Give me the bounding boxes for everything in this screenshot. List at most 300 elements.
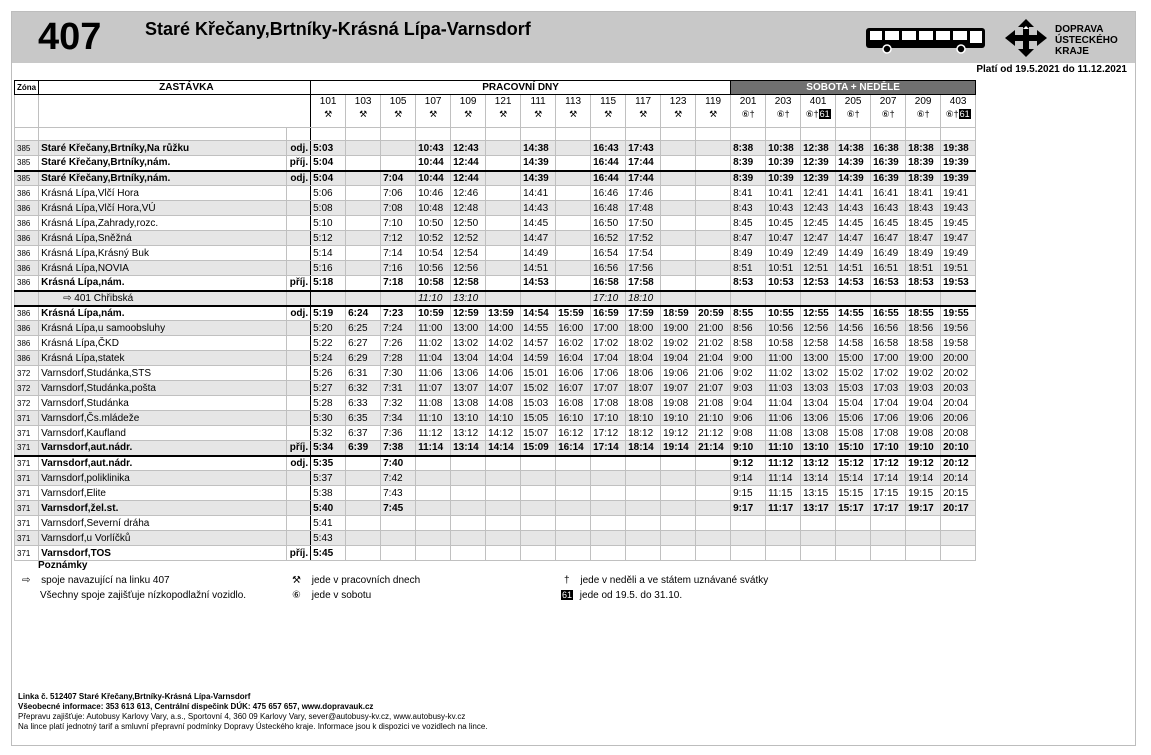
time-cell: 8:47 bbox=[731, 231, 766, 246]
time-cell: 19:14 bbox=[661, 441, 696, 456]
time-cell: 19:00 bbox=[906, 351, 941, 366]
time-cell: 17:58 bbox=[626, 276, 661, 291]
time-cell: 5:12 bbox=[311, 231, 346, 246]
stop-name: Varnsdorf,aut.nádr. bbox=[39, 441, 287, 456]
zone-cell: 371 bbox=[15, 426, 39, 441]
time-cell bbox=[941, 546, 976, 561]
time-cell: 13:10 bbox=[451, 411, 486, 426]
header-row-trips bbox=[15, 95, 976, 128]
hammers-icon: ⚒ bbox=[534, 109, 543, 119]
time-cell: 10:48 bbox=[416, 201, 451, 216]
time-cell bbox=[696, 171, 731, 186]
time-cell bbox=[451, 531, 486, 546]
connection-note-text: spoje navazující na linku 407 bbox=[41, 575, 170, 586]
zone-cell: 386 bbox=[15, 246, 39, 261]
time-cell: 7:43 bbox=[381, 486, 416, 501]
saturday-holiday-symbol: ⑥† bbox=[945, 109, 959, 119]
time-cell: 5:03 bbox=[311, 141, 346, 156]
trip-header bbox=[766, 95, 801, 128]
trip-number: 121 bbox=[494, 96, 512, 107]
time-cell: 13:12 bbox=[801, 456, 836, 471]
hammers-icon: ⚒ bbox=[709, 109, 718, 119]
time-cell: 17:48 bbox=[626, 201, 661, 216]
time-cell: 8:39 bbox=[731, 171, 766, 186]
time-cell bbox=[556, 531, 591, 546]
time-cell: 18:08 bbox=[626, 396, 661, 411]
time-cell: 14:39 bbox=[836, 156, 871, 171]
time-cell: 9:12 bbox=[731, 456, 766, 471]
time-cell: 5:38 bbox=[311, 486, 346, 501]
time-cell bbox=[556, 216, 591, 231]
stop-type: odj. bbox=[287, 171, 311, 186]
time-cell: 6:29 bbox=[346, 351, 381, 366]
stop-name: Krásná Lípa,ČKD bbox=[39, 336, 287, 351]
time-cell bbox=[346, 456, 381, 471]
time-cell bbox=[766, 291, 801, 306]
stop-type: příj. bbox=[287, 546, 311, 561]
time-cell: 14:43 bbox=[521, 201, 556, 216]
blank-cell bbox=[416, 128, 451, 141]
time-cell bbox=[346, 516, 381, 531]
time-cell bbox=[556, 456, 591, 471]
time-cell: 10:58 bbox=[416, 276, 451, 291]
time-cell bbox=[486, 276, 521, 291]
time-cell: 5:40 bbox=[311, 501, 346, 516]
stop-name: Varnsdorf,Elite bbox=[39, 486, 287, 501]
stop-type bbox=[287, 411, 311, 426]
time-cell: 21:08 bbox=[696, 396, 731, 411]
time-cell: 17:06 bbox=[871, 411, 906, 426]
time-cell: 12:47 bbox=[801, 231, 836, 246]
time-cell bbox=[591, 486, 626, 501]
stop-type bbox=[287, 516, 311, 531]
time-cell: 11:12 bbox=[766, 456, 801, 471]
time-cell: 14:49 bbox=[521, 246, 556, 261]
brand-line: ÚSTECKÉHO bbox=[1055, 35, 1118, 46]
blank-cell bbox=[39, 128, 287, 141]
time-cell: 6:31 bbox=[346, 366, 381, 381]
time-cell bbox=[626, 516, 661, 531]
time-cell bbox=[451, 456, 486, 471]
time-cell: 17:44 bbox=[626, 171, 661, 186]
time-cell: 15:04 bbox=[836, 396, 871, 411]
time-cell: 17:59 bbox=[626, 306, 661, 321]
time-cell: 19:58 bbox=[941, 336, 976, 351]
time-cell bbox=[451, 516, 486, 531]
blank-cell bbox=[381, 128, 416, 141]
saturday-holiday-icon bbox=[803, 108, 833, 120]
time-cell: 13:15 bbox=[801, 486, 836, 501]
zone-cell: 371 bbox=[15, 516, 39, 531]
time-cell: 19:10 bbox=[906, 441, 941, 456]
line-number: 407 bbox=[38, 16, 102, 58]
time-cell bbox=[941, 291, 976, 306]
time-cell: 16:43 bbox=[871, 201, 906, 216]
time-cell bbox=[381, 546, 416, 561]
stop-name: Krásná Lípa,Krásný Buk bbox=[39, 246, 287, 261]
table-row bbox=[15, 276, 976, 291]
stop-name: Krásná Lípa,Vlčí Hora,VÚ bbox=[39, 201, 287, 216]
time-cell: 19:06 bbox=[661, 366, 696, 381]
time-cell bbox=[416, 471, 451, 486]
time-cell: 7:28 bbox=[381, 351, 416, 366]
trip-header bbox=[486, 95, 521, 128]
time-cell: 9:00 bbox=[731, 351, 766, 366]
stop-type bbox=[287, 381, 311, 396]
time-cell: 16:56 bbox=[591, 261, 626, 276]
time-cell bbox=[626, 456, 661, 471]
time-cell: 15:02 bbox=[836, 366, 871, 381]
time-cell bbox=[346, 171, 381, 186]
time-cell: 13:59 bbox=[486, 306, 521, 321]
time-cell: 11:02 bbox=[766, 366, 801, 381]
stop-type bbox=[287, 261, 311, 276]
time-cell: 18:07 bbox=[626, 381, 661, 396]
time-cell: 5:34 bbox=[311, 441, 346, 456]
time-cell: 11:12 bbox=[416, 426, 451, 441]
table-row bbox=[15, 546, 976, 561]
time-cell: 7:30 bbox=[381, 366, 416, 381]
time-cell: 15:59 bbox=[556, 306, 591, 321]
time-cell: 7:26 bbox=[381, 336, 416, 351]
time-cell bbox=[556, 471, 591, 486]
time-cell bbox=[661, 456, 696, 471]
time-cell bbox=[556, 201, 591, 216]
time-cell: 5:04 bbox=[311, 171, 346, 186]
time-cell: 20:00 bbox=[941, 351, 976, 366]
time-cell: 12:43 bbox=[801, 201, 836, 216]
time-cell: 14:12 bbox=[486, 426, 521, 441]
cross-icon: † bbox=[564, 575, 570, 586]
time-cell: 7:32 bbox=[381, 396, 416, 411]
time-cell: 10:43 bbox=[766, 201, 801, 216]
time-cell: 18:43 bbox=[906, 201, 941, 216]
time-cell: 17:14 bbox=[871, 471, 906, 486]
time-cell: 7:40 bbox=[381, 456, 416, 471]
blank-cell bbox=[556, 128, 591, 141]
blank-cell bbox=[871, 128, 906, 141]
box-61-icon: 61 bbox=[819, 109, 830, 119]
time-cell: 14:49 bbox=[836, 246, 871, 261]
time-cell: 19:39 bbox=[941, 156, 976, 171]
time-cell: 14:02 bbox=[486, 336, 521, 351]
time-cell bbox=[346, 156, 381, 171]
time-cell: 8:58 bbox=[731, 336, 766, 351]
table-row bbox=[15, 141, 976, 156]
time-cell: 7:36 bbox=[381, 426, 416, 441]
time-cell: 18:55 bbox=[906, 306, 941, 321]
time-cell: 19:55 bbox=[941, 306, 976, 321]
box-61-icon: 61 bbox=[959, 109, 970, 119]
time-cell: 8:53 bbox=[731, 276, 766, 291]
time-cell: 18:12 bbox=[626, 426, 661, 441]
time-cell: 11:03 bbox=[766, 381, 801, 396]
time-cell: 18:58 bbox=[906, 336, 941, 351]
table-row bbox=[15, 471, 976, 486]
zone-cell: 386 bbox=[15, 351, 39, 366]
blank-cell bbox=[287, 128, 311, 141]
time-cell bbox=[906, 546, 941, 561]
time-cell bbox=[696, 156, 731, 171]
time-cell bbox=[661, 261, 696, 276]
time-cell: 9:14 bbox=[731, 471, 766, 486]
saturday-holiday-icon bbox=[838, 108, 868, 120]
time-cell: 20:08 bbox=[941, 426, 976, 441]
time-cell bbox=[696, 246, 731, 261]
time-cell: 19:15 bbox=[906, 486, 941, 501]
crossroads-logo-icon bbox=[1003, 18, 1049, 58]
time-cell: 12:49 bbox=[801, 246, 836, 261]
stop-name: Staré Křečany,Brtníky,Na růžku bbox=[39, 141, 287, 156]
time-cell: 14:53 bbox=[521, 276, 556, 291]
stop-header: ZASTÁVKA bbox=[39, 81, 311, 95]
blank-cell bbox=[486, 128, 521, 141]
trip-number: 205 bbox=[844, 96, 862, 107]
time-cell: 5:45 bbox=[311, 546, 346, 561]
trip-number: 209 bbox=[914, 96, 932, 107]
stop-name: ⇨ 401 Chřibská bbox=[39, 291, 287, 306]
time-cell: 14:39 bbox=[521, 171, 556, 186]
time-cell: 10:55 bbox=[766, 306, 801, 321]
time-cell: 11:07 bbox=[416, 381, 451, 396]
stop-type bbox=[287, 186, 311, 201]
time-cell: 16:48 bbox=[591, 201, 626, 216]
stop-type bbox=[287, 366, 311, 381]
time-cell bbox=[696, 201, 731, 216]
zone-cell: 386 bbox=[15, 321, 39, 336]
time-cell: 6:32 bbox=[346, 381, 381, 396]
time-cell bbox=[626, 546, 661, 561]
time-cell: 10:49 bbox=[766, 246, 801, 261]
hammers-icon: ⚒ bbox=[639, 109, 648, 119]
time-cell bbox=[346, 471, 381, 486]
time-cell: 13:07 bbox=[451, 381, 486, 396]
time-cell: 10:38 bbox=[766, 141, 801, 156]
trip-header bbox=[941, 95, 976, 128]
time-cell bbox=[626, 501, 661, 516]
time-cell: 17:07 bbox=[591, 381, 626, 396]
stop-type bbox=[287, 321, 311, 336]
time-cell: 14:10 bbox=[486, 411, 521, 426]
blank-cell bbox=[451, 128, 486, 141]
time-cell: 16:55 bbox=[871, 306, 906, 321]
time-cell: 17:17 bbox=[871, 501, 906, 516]
time-cell: 15:17 bbox=[836, 501, 871, 516]
blank-cell bbox=[521, 128, 556, 141]
time-cell: 18:00 bbox=[626, 321, 661, 336]
validity-period: Platí od 19.5.2021 do 11.12.2021 bbox=[976, 64, 1127, 75]
time-cell: 15:14 bbox=[836, 471, 871, 486]
time-cell: 13:02 bbox=[451, 336, 486, 351]
time-cell bbox=[661, 471, 696, 486]
time-cell: 16:10 bbox=[556, 411, 591, 426]
time-cell: 5:30 bbox=[311, 411, 346, 426]
time-cell: 7:18 bbox=[381, 276, 416, 291]
time-cell: 7:10 bbox=[381, 216, 416, 231]
time-cell: 11:14 bbox=[416, 441, 451, 456]
time-cell: 8:49 bbox=[731, 246, 766, 261]
time-cell bbox=[591, 471, 626, 486]
weekday-note bbox=[292, 575, 420, 586]
time-cell: 11:06 bbox=[416, 366, 451, 381]
time-cell bbox=[486, 186, 521, 201]
time-cell: 20:14 bbox=[941, 471, 976, 486]
time-cell: 16:49 bbox=[871, 246, 906, 261]
time-cell: 15:00 bbox=[836, 351, 871, 366]
weekday-note-text: jede v pracovních dnech bbox=[311, 575, 421, 586]
time-cell bbox=[346, 261, 381, 276]
trip-number: 401 bbox=[809, 96, 827, 107]
time-cell: 9:02 bbox=[731, 366, 766, 381]
time-cell: 12:45 bbox=[801, 216, 836, 231]
time-cell: 18:10 bbox=[626, 291, 661, 306]
time-cell: 20:03 bbox=[941, 381, 976, 396]
time-cell: 12:52 bbox=[451, 231, 486, 246]
zone-cell: 386 bbox=[15, 336, 39, 351]
time-cell: 13:02 bbox=[801, 366, 836, 381]
blank-cell bbox=[661, 128, 696, 141]
time-cell bbox=[486, 486, 521, 501]
trip-header bbox=[836, 95, 871, 128]
time-cell: 16:44 bbox=[591, 171, 626, 186]
time-cell: 5:35 bbox=[311, 456, 346, 471]
time-cell: 14:59 bbox=[521, 351, 556, 366]
time-cell: 12:46 bbox=[451, 186, 486, 201]
time-cell: 5:18 bbox=[311, 276, 346, 291]
time-cell bbox=[486, 231, 521, 246]
time-cell: 19:41 bbox=[941, 186, 976, 201]
time-cell bbox=[661, 486, 696, 501]
table-row bbox=[15, 411, 976, 426]
time-cell: 7:31 bbox=[381, 381, 416, 396]
time-cell: 17:00 bbox=[591, 321, 626, 336]
saturday-holiday-icon bbox=[908, 108, 938, 120]
time-cell: 17:02 bbox=[871, 366, 906, 381]
trip-number: 113 bbox=[565, 96, 582, 107]
table-row bbox=[15, 321, 976, 336]
time-cell: 9:04 bbox=[731, 396, 766, 411]
time-cell bbox=[346, 546, 381, 561]
notes-title: Poznámky bbox=[38, 560, 88, 571]
time-cell: 7:42 bbox=[381, 471, 416, 486]
time-cell: 11:10 bbox=[766, 441, 801, 456]
time-cell: 14:51 bbox=[836, 261, 871, 276]
saturday-icon: ⑥ bbox=[292, 590, 301, 601]
trip-header bbox=[661, 95, 696, 128]
time-cell: 14:08 bbox=[486, 396, 521, 411]
time-cell: 16:53 bbox=[871, 276, 906, 291]
table-row bbox=[15, 261, 976, 276]
time-cell: 10:59 bbox=[416, 306, 451, 321]
time-cell bbox=[661, 216, 696, 231]
time-cell: 5:26 bbox=[311, 366, 346, 381]
timetable bbox=[14, 80, 976, 561]
time-cell bbox=[556, 186, 591, 201]
hammers-icon: ⚒ bbox=[604, 109, 613, 119]
time-cell bbox=[941, 531, 976, 546]
stop-type: odj. bbox=[287, 141, 311, 156]
time-cell: 8:38 bbox=[731, 141, 766, 156]
time-cell bbox=[906, 531, 941, 546]
stop-type bbox=[287, 426, 311, 441]
time-cell bbox=[766, 516, 801, 531]
time-cell: 17:12 bbox=[871, 456, 906, 471]
footer-contacts: Všeobecné informace: 353 613 613, Centrální dispečink DÚK: 475 657 657, www.dopravauk.cz bbox=[18, 702, 374, 711]
time-cell: 13:17 bbox=[801, 501, 836, 516]
time-cell bbox=[556, 546, 591, 561]
time-cell: 16:08 bbox=[556, 396, 591, 411]
time-cell bbox=[486, 291, 521, 306]
blank-cell bbox=[39, 95, 311, 128]
time-cell bbox=[661, 231, 696, 246]
time-cell bbox=[626, 486, 661, 501]
time-cell bbox=[871, 516, 906, 531]
trip-header bbox=[521, 95, 556, 128]
time-cell: 17:06 bbox=[591, 366, 626, 381]
time-cell bbox=[661, 186, 696, 201]
time-cell bbox=[521, 501, 556, 516]
time-cell: 16:43 bbox=[591, 141, 626, 156]
time-cell bbox=[521, 291, 556, 306]
stop-type bbox=[287, 201, 311, 216]
time-cell bbox=[451, 486, 486, 501]
time-cell bbox=[906, 516, 941, 531]
time-cell: 11:00 bbox=[416, 321, 451, 336]
zone-cell: 371 bbox=[15, 456, 39, 471]
time-cell bbox=[346, 246, 381, 261]
time-cell bbox=[661, 546, 696, 561]
hammers-icon: ⚒ bbox=[569, 109, 578, 119]
footer-line-info: Linka č. 512407 Staré Křečany,Brtníky-Krásná Lípa-Varnsdorf bbox=[18, 692, 251, 701]
table-row bbox=[15, 516, 976, 531]
time-cell: 10:56 bbox=[416, 261, 451, 276]
time-cell bbox=[731, 291, 766, 306]
zone-cell: 385 bbox=[15, 156, 39, 171]
time-cell bbox=[416, 546, 451, 561]
time-cell bbox=[556, 231, 591, 246]
time-cell bbox=[416, 456, 451, 471]
time-cell bbox=[591, 456, 626, 471]
time-cell: 6:27 bbox=[346, 336, 381, 351]
zone-cell: 372 bbox=[15, 381, 39, 396]
time-cell: 12:38 bbox=[801, 141, 836, 156]
time-cell: 21:00 bbox=[696, 321, 731, 336]
blank-cell bbox=[836, 128, 871, 141]
trip-header bbox=[801, 95, 836, 128]
time-cell: 5:14 bbox=[311, 246, 346, 261]
time-cell: 14:07 bbox=[486, 381, 521, 396]
time-cell bbox=[801, 291, 836, 306]
hammers-icon: ⚒ bbox=[464, 109, 473, 119]
time-cell: 5:27 bbox=[311, 381, 346, 396]
zone-cell: 372 bbox=[15, 366, 39, 381]
time-cell: 20:10 bbox=[941, 441, 976, 456]
time-cell: 19:51 bbox=[941, 261, 976, 276]
time-cell: 14:06 bbox=[486, 366, 521, 381]
header-spacer-row bbox=[15, 128, 976, 141]
time-cell bbox=[556, 501, 591, 516]
time-cell: 14:41 bbox=[836, 186, 871, 201]
stop-name: Varnsdorf,TOS bbox=[39, 546, 287, 561]
trip-number: 105 bbox=[389, 96, 407, 107]
time-cell bbox=[486, 471, 521, 486]
time-cell bbox=[451, 546, 486, 561]
brand-line: DOPRAVA bbox=[1055, 24, 1104, 35]
time-cell bbox=[486, 516, 521, 531]
time-cell: 16:12 bbox=[556, 426, 591, 441]
stop-name: Varnsdorf,Čs.mládeže bbox=[39, 411, 287, 426]
time-cell: 8:45 bbox=[731, 216, 766, 231]
